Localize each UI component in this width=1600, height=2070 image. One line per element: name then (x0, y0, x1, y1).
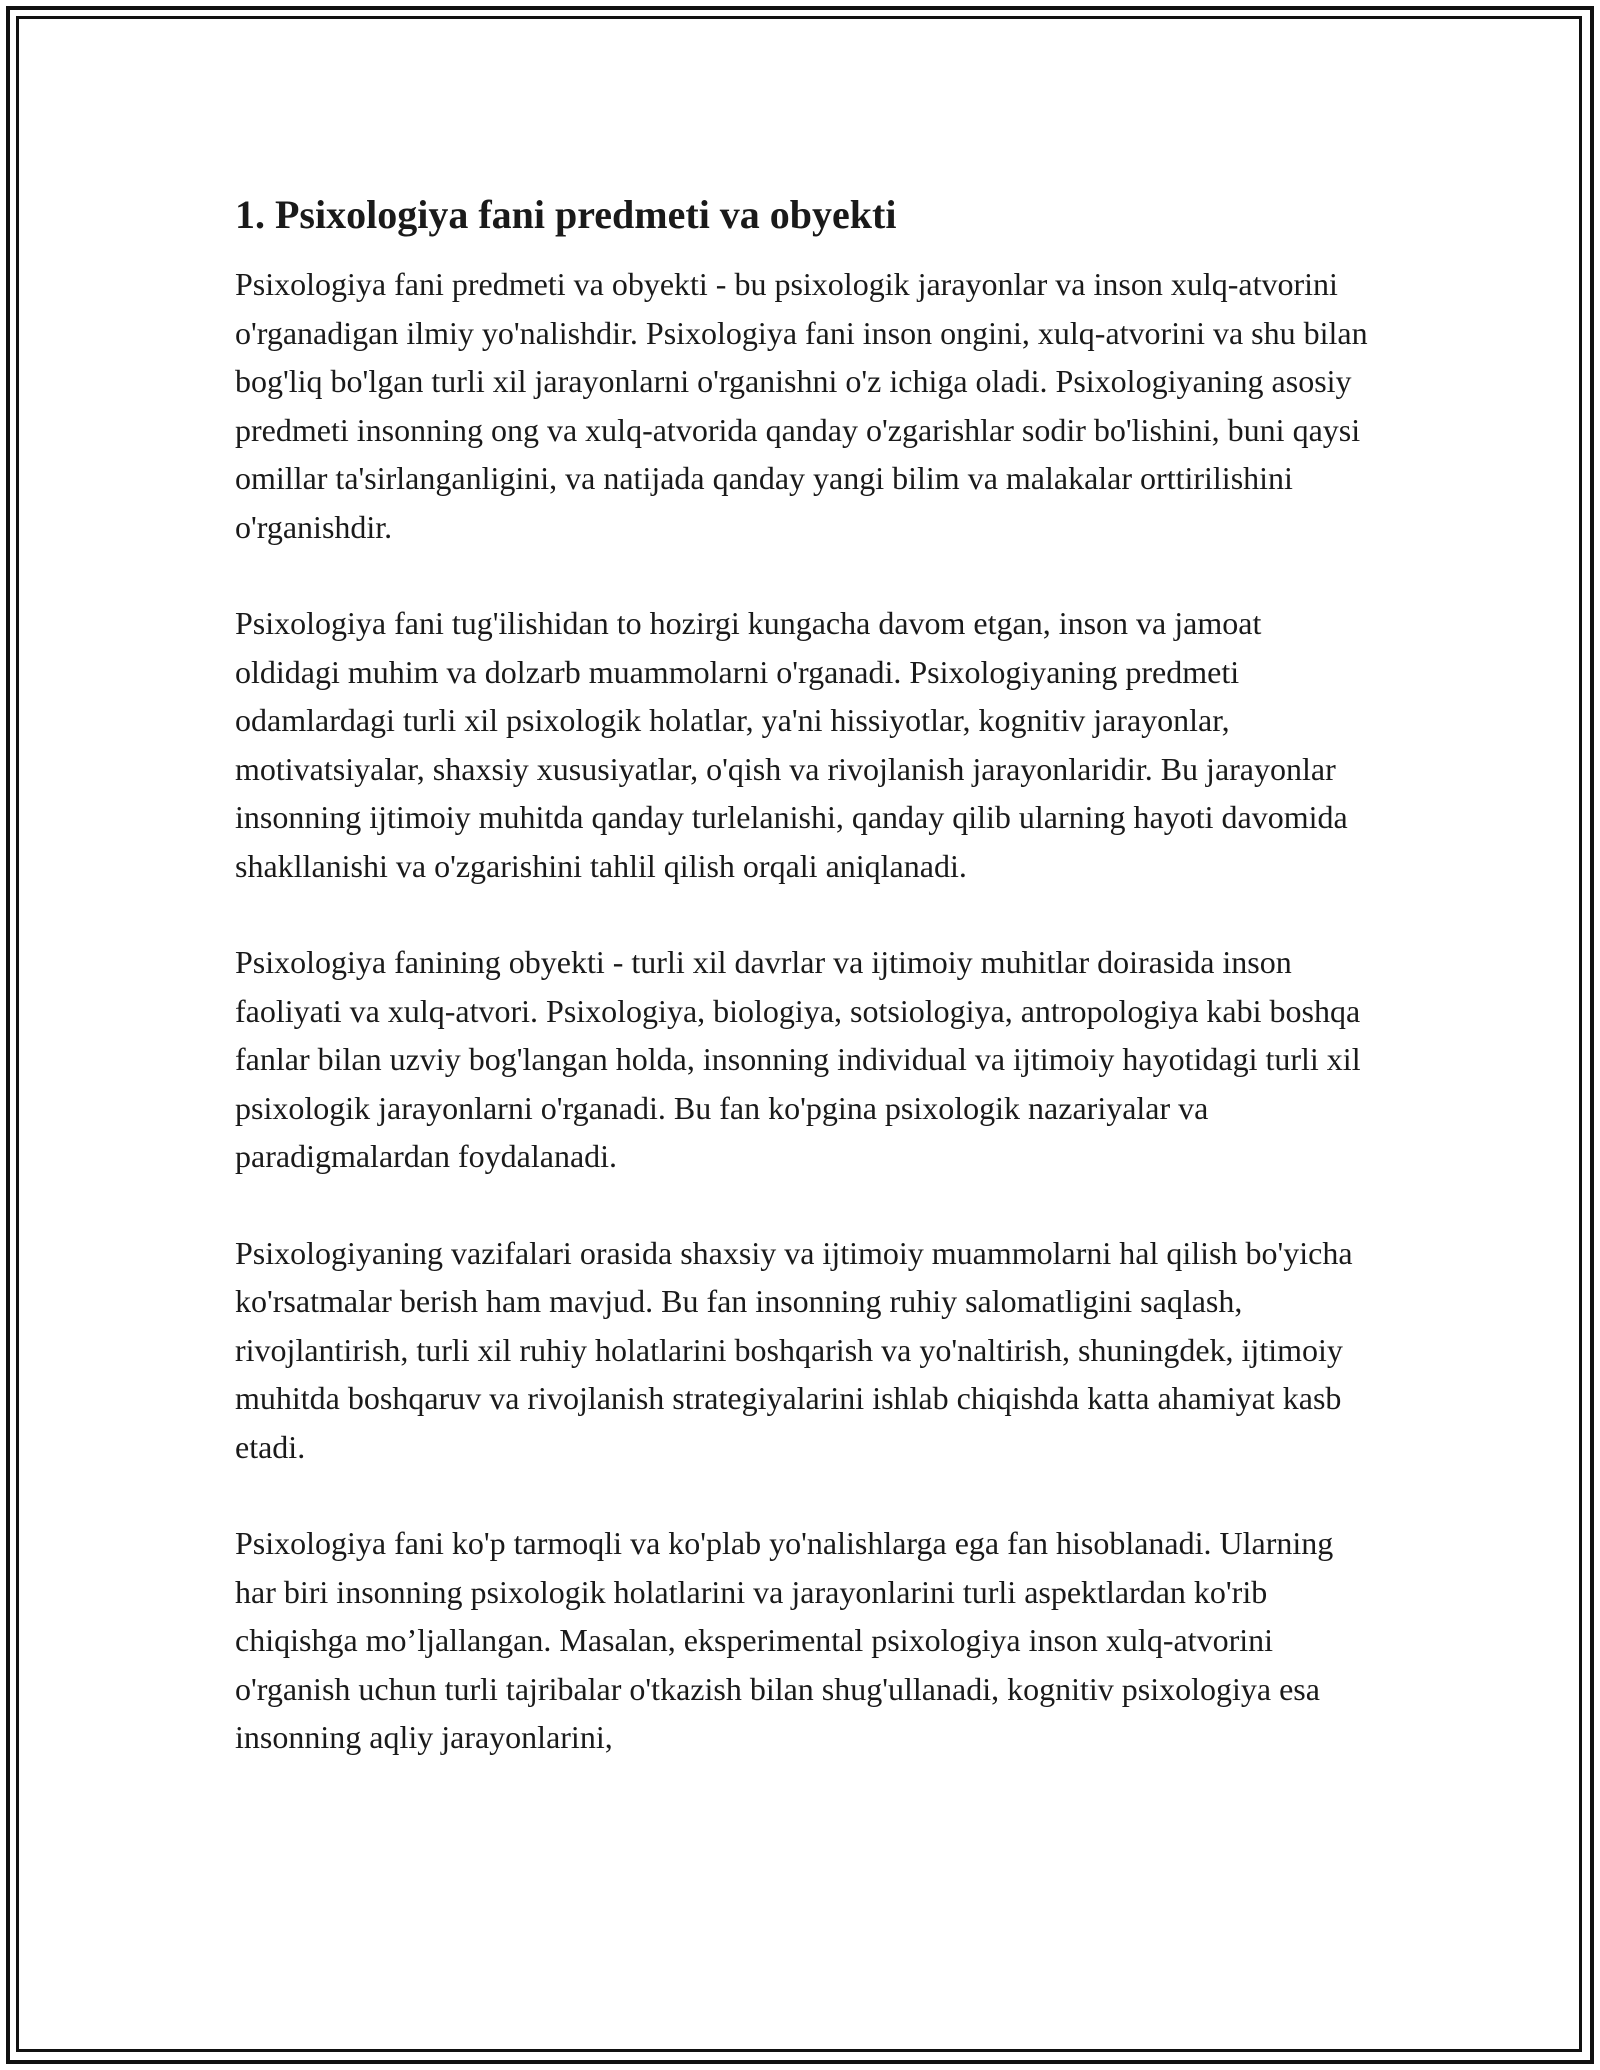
paragraph-4: Psixologiyaning vazifalari orasida shaxsiy va ijtimoiy muammolarni hal qilish bo'yicha ko'rsatmalar berish ham mavjud. Bu fan insonning ruhiy salomatligini saqlash, rivojlantirish, turli xil ruhiy holatlarini boshqarish va yo'naltirish, shuningdek, ijtimoiy muhitda boshqaruv va rivojlanish strategiyalarini ishlab chiqishda katta ahamiyat kasb etadi. (235, 1234, 1353, 1465)
paragraph-5: Psixologiya fani ko'p tarmoqli va ko'plab yo'nalishlarga ega fan hisoblanadi. Ularning har biri insonning psixologik holatlarini va jarayonlarini turli aspektlardan ko'rib chiqishga mo’ljallangan. Masalan, eksperimental psixologiya inson xulq-atvorini o'rganish uchun turli tajribalar o'tkazish bilan shug'ullanadi, kognitiv psixologiya esa insonning aqliy jarayonlarini, (235, 1525, 1334, 1755)
paragraph-3: Psixologiya fanining obyekti - turli xil davrlar va ijtimoiy muhitlar doirasida inson faoliyati va xulq-atvori. Psixologiya, biologiya, sotsiologiya, antropologiya kabi boshqa fanlar bilan uzviy bog'langan holda, insonning individual va ijtimoiy hayotidagi turli xil psixologik jarayonlarni o'rganadi. Bu fan ko'pgina psixologik nazariyalar va paradigmalardan foydalanadi. (235, 944, 1361, 1174)
paragraph-1: Psixologiya fani predmeti va obyekti - bu psixologik jarayonlar va inson xulq-atvorini o'rganadigan ilmiy yo'nalishdir. Psixologiya fani inson ongini, xulq-atvorini va shu bilan bog'liq bo'lgan turli xil jarayonlarni o'rganishni o'z ichiga oladi. Psixologiyaning asosiy predmeti insonning ong va xulq-atvorida qanday o'zgarishlar sodir bo'lishini, buni qaysi omillar ta'sirlanganligini, va natijada qanday yangi bilim va malakalar orttirilishini o'rganishdir. (235, 266, 1368, 545)
section-heading: 1. Psixologiya fani predmeti va obyekti (235, 192, 897, 237)
paragraph-2: Psixologiya fani tug'ilishidan to hozirgi kungacha davom etgan, inson va jamoat oldidagi muhim va dolzarb muammolarni o'rganadi. Psixologiyaning predmeti odamlardagi turli xil psixologik holatlar, ya'ni hissiyotlar, kognitiv jarayonlar, motivatsiyalar, shaxsiy xususiyatlar, o'qish va rivojlanish jarayonlaridir. Bu jarayonlar insonning ijtimoiy muhitda qanday turlelanishi, qanday qilib ularning hayoti davomida shakllanishi va o'zgarishini tahlil qilish orqali aniqlanadi. (235, 605, 1348, 884)
document-body (235, 190, 1370, 1810)
